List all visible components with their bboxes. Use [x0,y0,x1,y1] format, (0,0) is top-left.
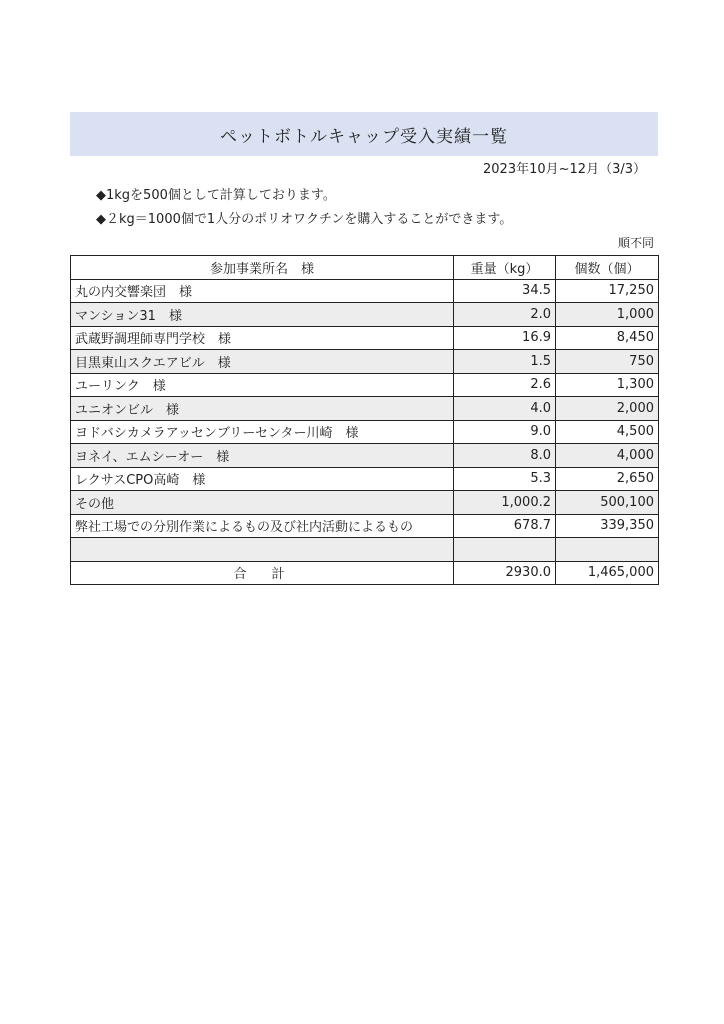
note-vaccine: ◆２kg＝1000個で1人分のポリオワクチンを購入することができます。 [96,212,513,227]
row-weight: 16.9 [454,326,556,350]
row-weight: 5.3 [454,467,556,491]
order-note: 順不同 [617,236,654,250]
total-row [71,561,659,585]
row-count: 17,250 [556,279,659,303]
row-name: レクサスCPO高崎 様 [71,467,454,491]
row-count: 1,300 [556,373,659,397]
row-count: 2,650 [556,467,659,491]
row-weight: 2.0 [454,303,556,327]
row-name: マンション31 様 [71,303,454,327]
row-weight: 1,000.2 [454,491,556,515]
table-row-empty [71,538,659,562]
table-row [71,373,659,397]
table-row [71,397,659,421]
row-name: 目黒東山スクエアビル 様 [71,350,454,374]
total-weight: 2930.0 [454,561,556,585]
total-label: 合 計 [71,561,454,585]
header-name: 参加事業所名 様 [71,256,454,280]
row-weight: 1.5 [454,350,556,374]
table-row [71,467,659,491]
page-title: ペットボトルキャップ受入実績一覧 [220,126,508,147]
row-weight: 4.0 [454,397,556,421]
row-weight [454,538,556,562]
row-count [556,538,659,562]
total-count: 1,465,000 [556,561,659,585]
row-count: 750 [556,350,659,374]
title-banner [70,112,658,156]
row-count: 339,350 [556,514,659,538]
row-name: ヨネイ、エムシーオー 様 [71,444,454,468]
table-row [71,491,659,515]
row-count: 2,000 [556,397,659,421]
row-weight: 34.5 [454,279,556,303]
row-name: 弊社工場での分別作業によるもの及び社内活動によるもの [71,514,454,538]
row-count: 500,100 [556,491,659,515]
table-row [71,444,659,468]
table-row [71,514,659,538]
row-count: 4,000 [556,444,659,468]
row-name [71,538,454,562]
table-header-row [71,256,659,280]
row-count: 8,450 [556,326,659,350]
row-name: ユーリンク 様 [71,373,454,397]
row-count: 4,500 [556,420,659,444]
table-row [71,350,659,374]
row-weight: 2.6 [454,373,556,397]
note-conversion: ◆1kgを500個として計算しております。 [96,188,336,203]
table-row [71,420,659,444]
table-row [71,279,659,303]
row-name: その他 [71,491,454,515]
results-table [70,255,659,585]
period-label: 2023年10月~12月（3/3） [483,162,646,177]
header-count: 個数（個） [556,256,659,280]
row-count: 1,000 [556,303,659,327]
row-name: 武蔵野調理師専門学校 様 [71,326,454,350]
row-weight: 9.0 [454,420,556,444]
row-name: ユニオンビル 様 [71,397,454,421]
row-name: 丸の内交響楽団 様 [71,279,454,303]
table-row [71,326,659,350]
row-name: ヨドバシカメラアッセンブリーセンター川崎 様 [71,420,454,444]
table-row [71,303,659,327]
row-weight: 8.0 [454,444,556,468]
header-weight: 重量（kg） [454,256,556,280]
row-weight: 678.7 [454,514,556,538]
